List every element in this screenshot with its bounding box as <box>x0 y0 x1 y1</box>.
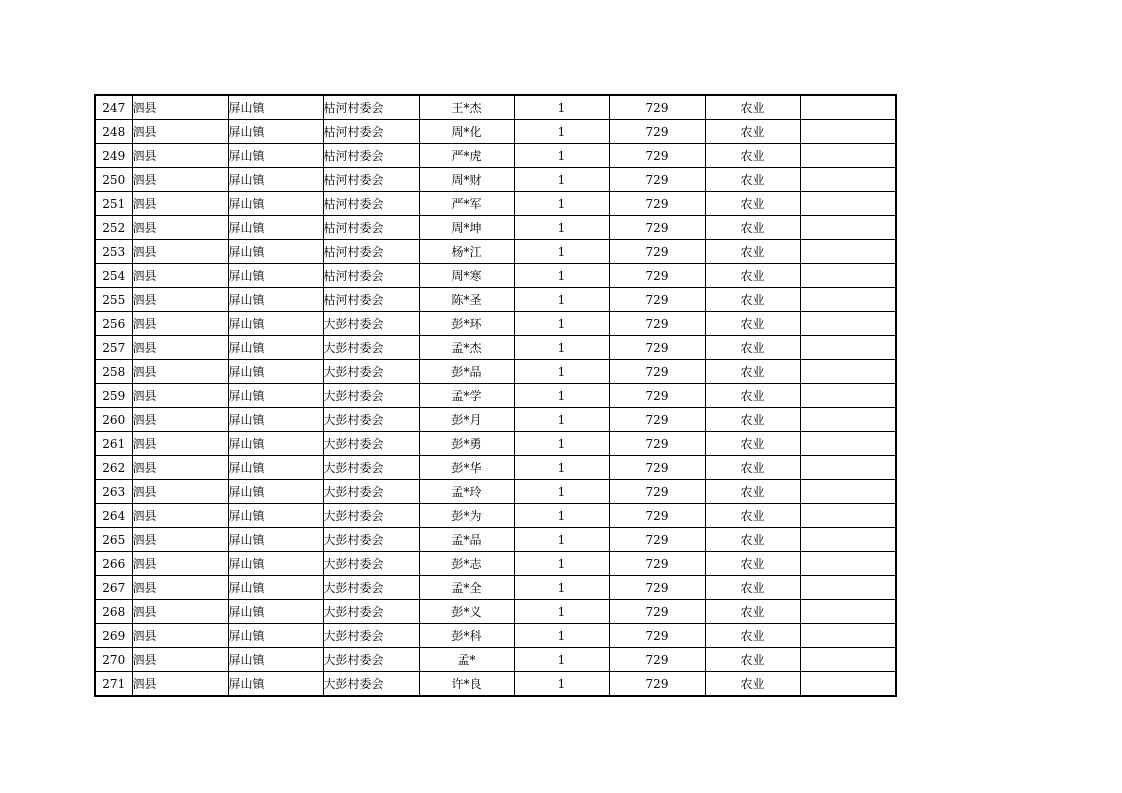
village-committee-cell: 大彭村委会 <box>323 552 419 576</box>
amount-cell: 729 <box>609 408 705 432</box>
remark-cell <box>800 648 896 672</box>
table-row <box>95 672 896 697</box>
row-number-cell: 269 <box>95 624 132 648</box>
village-committee-cell: 大彭村委会 <box>323 576 419 600</box>
county-cell: 泗县 <box>132 360 228 384</box>
row-number-cell: 262 <box>95 456 132 480</box>
table-row <box>95 192 896 216</box>
county-cell: 泗县 <box>132 312 228 336</box>
county-cell: 泗县 <box>132 95 228 120</box>
village-committee-cell: 大彭村委会 <box>323 528 419 552</box>
name-cell: 彭*环 <box>419 312 514 336</box>
town-cell: 屏山镇 <box>228 648 323 672</box>
village-committee-cell: 枯河村委会 <box>323 168 419 192</box>
name-cell: 彭*志 <box>419 552 514 576</box>
name-cell: 孟*全 <box>419 576 514 600</box>
amount-cell: 729 <box>609 240 705 264</box>
village-committee-cell: 大彭村委会 <box>323 624 419 648</box>
count-cell: 1 <box>514 624 609 648</box>
amount-cell: 729 <box>609 456 705 480</box>
category-cell: 农业 <box>705 168 800 192</box>
county-cell: 泗县 <box>132 144 228 168</box>
county-cell: 泗县 <box>132 120 228 144</box>
table-row <box>95 600 896 624</box>
category-cell: 农业 <box>705 480 800 504</box>
village-committee-cell: 枯河村委会 <box>323 288 419 312</box>
count-cell: 1 <box>514 552 609 576</box>
town-cell: 屏山镇 <box>228 360 323 384</box>
category-cell: 农业 <box>705 216 800 240</box>
count-cell: 1 <box>514 408 609 432</box>
town-cell: 屏山镇 <box>228 408 323 432</box>
table-row <box>95 144 896 168</box>
town-cell: 屏山镇 <box>228 240 323 264</box>
count-cell: 1 <box>514 648 609 672</box>
remark-cell <box>800 408 896 432</box>
category-cell: 农业 <box>705 120 800 144</box>
amount-cell: 729 <box>609 312 705 336</box>
county-cell: 泗县 <box>132 384 228 408</box>
remark-cell <box>800 528 896 552</box>
category-cell: 农业 <box>705 192 800 216</box>
village-committee-cell: 大彭村委会 <box>323 432 419 456</box>
amount-cell: 729 <box>609 336 705 360</box>
table-row <box>95 240 896 264</box>
table-row <box>95 288 896 312</box>
amount-cell: 729 <box>609 168 705 192</box>
county-cell: 泗县 <box>132 288 228 312</box>
county-cell: 泗县 <box>132 672 228 697</box>
remark-cell <box>800 456 896 480</box>
table-body <box>95 95 896 696</box>
village-committee-cell: 枯河村委会 <box>323 120 419 144</box>
county-cell: 泗县 <box>132 504 228 528</box>
county-cell: 泗县 <box>132 408 228 432</box>
category-cell: 农业 <box>705 648 800 672</box>
county-cell: 泗县 <box>132 240 228 264</box>
row-number-cell: 267 <box>95 576 132 600</box>
category-cell: 农业 <box>705 264 800 288</box>
name-cell: 周*坤 <box>419 216 514 240</box>
town-cell: 屏山镇 <box>228 384 323 408</box>
remark-cell <box>800 504 896 528</box>
remark-cell <box>800 576 896 600</box>
name-cell: 严*军 <box>419 192 514 216</box>
amount-cell: 729 <box>609 216 705 240</box>
table-row <box>95 552 896 576</box>
remark-cell <box>800 95 896 120</box>
remark-cell <box>800 360 896 384</box>
count-cell: 1 <box>514 672 609 697</box>
name-cell: 孟*杰 <box>419 336 514 360</box>
town-cell: 屏山镇 <box>228 288 323 312</box>
category-cell: 农业 <box>705 408 800 432</box>
row-number-cell: 250 <box>95 168 132 192</box>
table-row <box>95 120 896 144</box>
row-number-cell: 265 <box>95 528 132 552</box>
row-number-cell: 251 <box>95 192 132 216</box>
category-cell: 农业 <box>705 624 800 648</box>
category-cell: 农业 <box>705 528 800 552</box>
count-cell: 1 <box>514 168 609 192</box>
town-cell: 屏山镇 <box>228 216 323 240</box>
row-number-cell: 266 <box>95 552 132 576</box>
village-committee-cell: 大彭村委会 <box>323 480 419 504</box>
count-cell: 1 <box>514 144 609 168</box>
county-cell: 泗县 <box>132 192 228 216</box>
amount-cell: 729 <box>609 95 705 120</box>
row-number-cell: 268 <box>95 600 132 624</box>
row-number-cell: 260 <box>95 408 132 432</box>
row-number-cell: 259 <box>95 384 132 408</box>
category-cell: 农业 <box>705 144 800 168</box>
category-cell: 农业 <box>705 312 800 336</box>
category-cell: 农业 <box>705 95 800 120</box>
row-number-cell: 270 <box>95 648 132 672</box>
name-cell: 孟*品 <box>419 528 514 552</box>
amount-cell: 729 <box>609 120 705 144</box>
county-cell: 泗县 <box>132 552 228 576</box>
name-cell: 王*杰 <box>419 95 514 120</box>
remark-cell <box>800 168 896 192</box>
remark-cell <box>800 600 896 624</box>
town-cell: 屏山镇 <box>228 624 323 648</box>
count-cell: 1 <box>514 312 609 336</box>
name-cell: 周*寒 <box>419 264 514 288</box>
table-row <box>95 456 896 480</box>
village-committee-cell: 枯河村委会 <box>323 95 419 120</box>
village-committee-cell: 大彭村委会 <box>323 408 419 432</box>
county-cell: 泗县 <box>132 336 228 360</box>
row-number-cell: 253 <box>95 240 132 264</box>
row-number-cell: 248 <box>95 120 132 144</box>
town-cell: 屏山镇 <box>228 552 323 576</box>
count-cell: 1 <box>514 120 609 144</box>
name-cell: 彭*为 <box>419 504 514 528</box>
remark-cell <box>800 216 896 240</box>
town-cell: 屏山镇 <box>228 600 323 624</box>
town-cell: 屏山镇 <box>228 528 323 552</box>
amount-cell: 729 <box>609 288 705 312</box>
remark-cell <box>800 192 896 216</box>
amount-cell: 729 <box>609 384 705 408</box>
count-cell: 1 <box>514 240 609 264</box>
remark-cell <box>800 240 896 264</box>
table-row <box>95 528 896 552</box>
category-cell: 农业 <box>705 672 800 697</box>
name-cell: 孟* <box>419 648 514 672</box>
name-cell: 彭*月 <box>419 408 514 432</box>
village-committee-cell: 大彭村委会 <box>323 456 419 480</box>
row-number-cell: 254 <box>95 264 132 288</box>
category-cell: 农业 <box>705 552 800 576</box>
amount-cell: 729 <box>609 624 705 648</box>
village-committee-cell: 枯河村委会 <box>323 192 419 216</box>
village-committee-cell: 大彭村委会 <box>323 312 419 336</box>
table-row <box>95 216 896 240</box>
category-cell: 农业 <box>705 504 800 528</box>
row-number-cell: 249 <box>95 144 132 168</box>
name-cell: 孟*学 <box>419 384 514 408</box>
county-cell: 泗县 <box>132 456 228 480</box>
count-cell: 1 <box>514 95 609 120</box>
row-number-cell: 271 <box>95 672 132 697</box>
village-committee-cell: 大彭村委会 <box>323 504 419 528</box>
town-cell: 屏山镇 <box>228 192 323 216</box>
village-committee-cell: 大彭村委会 <box>323 648 419 672</box>
name-cell: 许*良 <box>419 672 514 697</box>
remark-cell <box>800 288 896 312</box>
remark-cell <box>800 336 896 360</box>
name-cell: 彭*华 <box>419 456 514 480</box>
row-number-cell: 255 <box>95 288 132 312</box>
town-cell: 屏山镇 <box>228 95 323 120</box>
table-row <box>95 648 896 672</box>
table-row <box>95 95 896 120</box>
amount-cell: 729 <box>609 192 705 216</box>
county-cell: 泗县 <box>132 600 228 624</box>
count-cell: 1 <box>514 384 609 408</box>
table-row <box>95 336 896 360</box>
name-cell: 周*财 <box>419 168 514 192</box>
village-committee-cell: 枯河村委会 <box>323 144 419 168</box>
count-cell: 1 <box>514 456 609 480</box>
county-cell: 泗县 <box>132 216 228 240</box>
town-cell: 屏山镇 <box>228 168 323 192</box>
town-cell: 屏山镇 <box>228 336 323 360</box>
table-row <box>95 480 896 504</box>
row-number-cell: 258 <box>95 360 132 384</box>
amount-cell: 729 <box>609 360 705 384</box>
category-cell: 农业 <box>705 240 800 264</box>
remark-cell <box>800 120 896 144</box>
row-number-cell: 247 <box>95 95 132 120</box>
amount-cell: 729 <box>609 504 705 528</box>
village-committee-cell: 枯河村委会 <box>323 216 419 240</box>
category-cell: 农业 <box>705 456 800 480</box>
amount-cell: 729 <box>609 648 705 672</box>
row-number-cell: 257 <box>95 336 132 360</box>
count-cell: 1 <box>514 288 609 312</box>
amount-cell: 729 <box>609 528 705 552</box>
village-committee-cell: 大彭村委会 <box>323 336 419 360</box>
town-cell: 屏山镇 <box>228 120 323 144</box>
amount-cell: 729 <box>609 144 705 168</box>
amount-cell: 729 <box>609 600 705 624</box>
count-cell: 1 <box>514 576 609 600</box>
table-row <box>95 432 896 456</box>
town-cell: 屏山镇 <box>228 432 323 456</box>
county-cell: 泗县 <box>132 264 228 288</box>
category-cell: 农业 <box>705 384 800 408</box>
name-cell: 严*虎 <box>419 144 514 168</box>
amount-cell: 729 <box>609 480 705 504</box>
remark-cell <box>800 384 896 408</box>
name-cell: 彭*义 <box>419 600 514 624</box>
table-row <box>95 576 896 600</box>
amount-cell: 729 <box>609 264 705 288</box>
count-cell: 1 <box>514 264 609 288</box>
amount-cell: 729 <box>609 576 705 600</box>
remark-cell <box>800 144 896 168</box>
category-cell: 农业 <box>705 432 800 456</box>
village-committee-cell: 大彭村委会 <box>323 600 419 624</box>
row-number-cell: 252 <box>95 216 132 240</box>
name-cell: 彭*科 <box>419 624 514 648</box>
county-cell: 泗县 <box>132 480 228 504</box>
count-cell: 1 <box>514 600 609 624</box>
name-cell: 周*化 <box>419 120 514 144</box>
table-row <box>95 624 896 648</box>
remark-cell <box>800 672 896 697</box>
name-cell: 杨*江 <box>419 240 514 264</box>
remark-cell <box>800 624 896 648</box>
count-cell: 1 <box>514 216 609 240</box>
category-cell: 农业 <box>705 576 800 600</box>
table-row <box>95 360 896 384</box>
category-cell: 农业 <box>705 360 800 384</box>
town-cell: 屏山镇 <box>228 312 323 336</box>
town-cell: 屏山镇 <box>228 264 323 288</box>
county-cell: 泗县 <box>132 576 228 600</box>
category-cell: 农业 <box>705 336 800 360</box>
town-cell: 屏山镇 <box>228 504 323 528</box>
county-cell: 泗县 <box>132 528 228 552</box>
name-cell: 陈*圣 <box>419 288 514 312</box>
town-cell: 屏山镇 <box>228 456 323 480</box>
row-number-cell: 256 <box>95 312 132 336</box>
county-cell: 泗县 <box>132 624 228 648</box>
amount-cell: 729 <box>609 432 705 456</box>
county-cell: 泗县 <box>132 432 228 456</box>
table-row <box>95 384 896 408</box>
town-cell: 屏山镇 <box>228 144 323 168</box>
village-committee-cell: 大彭村委会 <box>323 360 419 384</box>
table-row <box>95 168 896 192</box>
count-cell: 1 <box>514 360 609 384</box>
remark-cell <box>800 552 896 576</box>
town-cell: 屏山镇 <box>228 672 323 697</box>
category-cell: 农业 <box>705 288 800 312</box>
count-cell: 1 <box>514 504 609 528</box>
table-row <box>95 312 896 336</box>
village-committee-cell: 枯河村委会 <box>323 264 419 288</box>
row-number-cell: 261 <box>95 432 132 456</box>
roster-table <box>94 94 897 697</box>
category-cell: 农业 <box>705 600 800 624</box>
town-cell: 屏山镇 <box>228 480 323 504</box>
table-row <box>95 504 896 528</box>
count-cell: 1 <box>514 192 609 216</box>
remark-cell <box>800 312 896 336</box>
remark-cell <box>800 264 896 288</box>
name-cell: 孟*玲 <box>419 480 514 504</box>
village-committee-cell: 大彭村委会 <box>323 384 419 408</box>
row-number-cell: 264 <box>95 504 132 528</box>
remark-cell <box>800 432 896 456</box>
amount-cell: 729 <box>609 552 705 576</box>
count-cell: 1 <box>514 528 609 552</box>
count-cell: 1 <box>514 336 609 360</box>
remark-cell <box>800 480 896 504</box>
count-cell: 1 <box>514 480 609 504</box>
village-committee-cell: 大彭村委会 <box>323 672 419 697</box>
count-cell: 1 <box>514 432 609 456</box>
county-cell: 泗县 <box>132 168 228 192</box>
row-number-cell: 263 <box>95 480 132 504</box>
village-committee-cell: 枯河村委会 <box>323 240 419 264</box>
town-cell: 屏山镇 <box>228 576 323 600</box>
county-cell: 泗县 <box>132 648 228 672</box>
table-row <box>95 264 896 288</box>
table-row <box>95 408 896 432</box>
amount-cell: 729 <box>609 672 705 697</box>
name-cell: 彭*勇 <box>419 432 514 456</box>
name-cell: 彭*品 <box>419 360 514 384</box>
